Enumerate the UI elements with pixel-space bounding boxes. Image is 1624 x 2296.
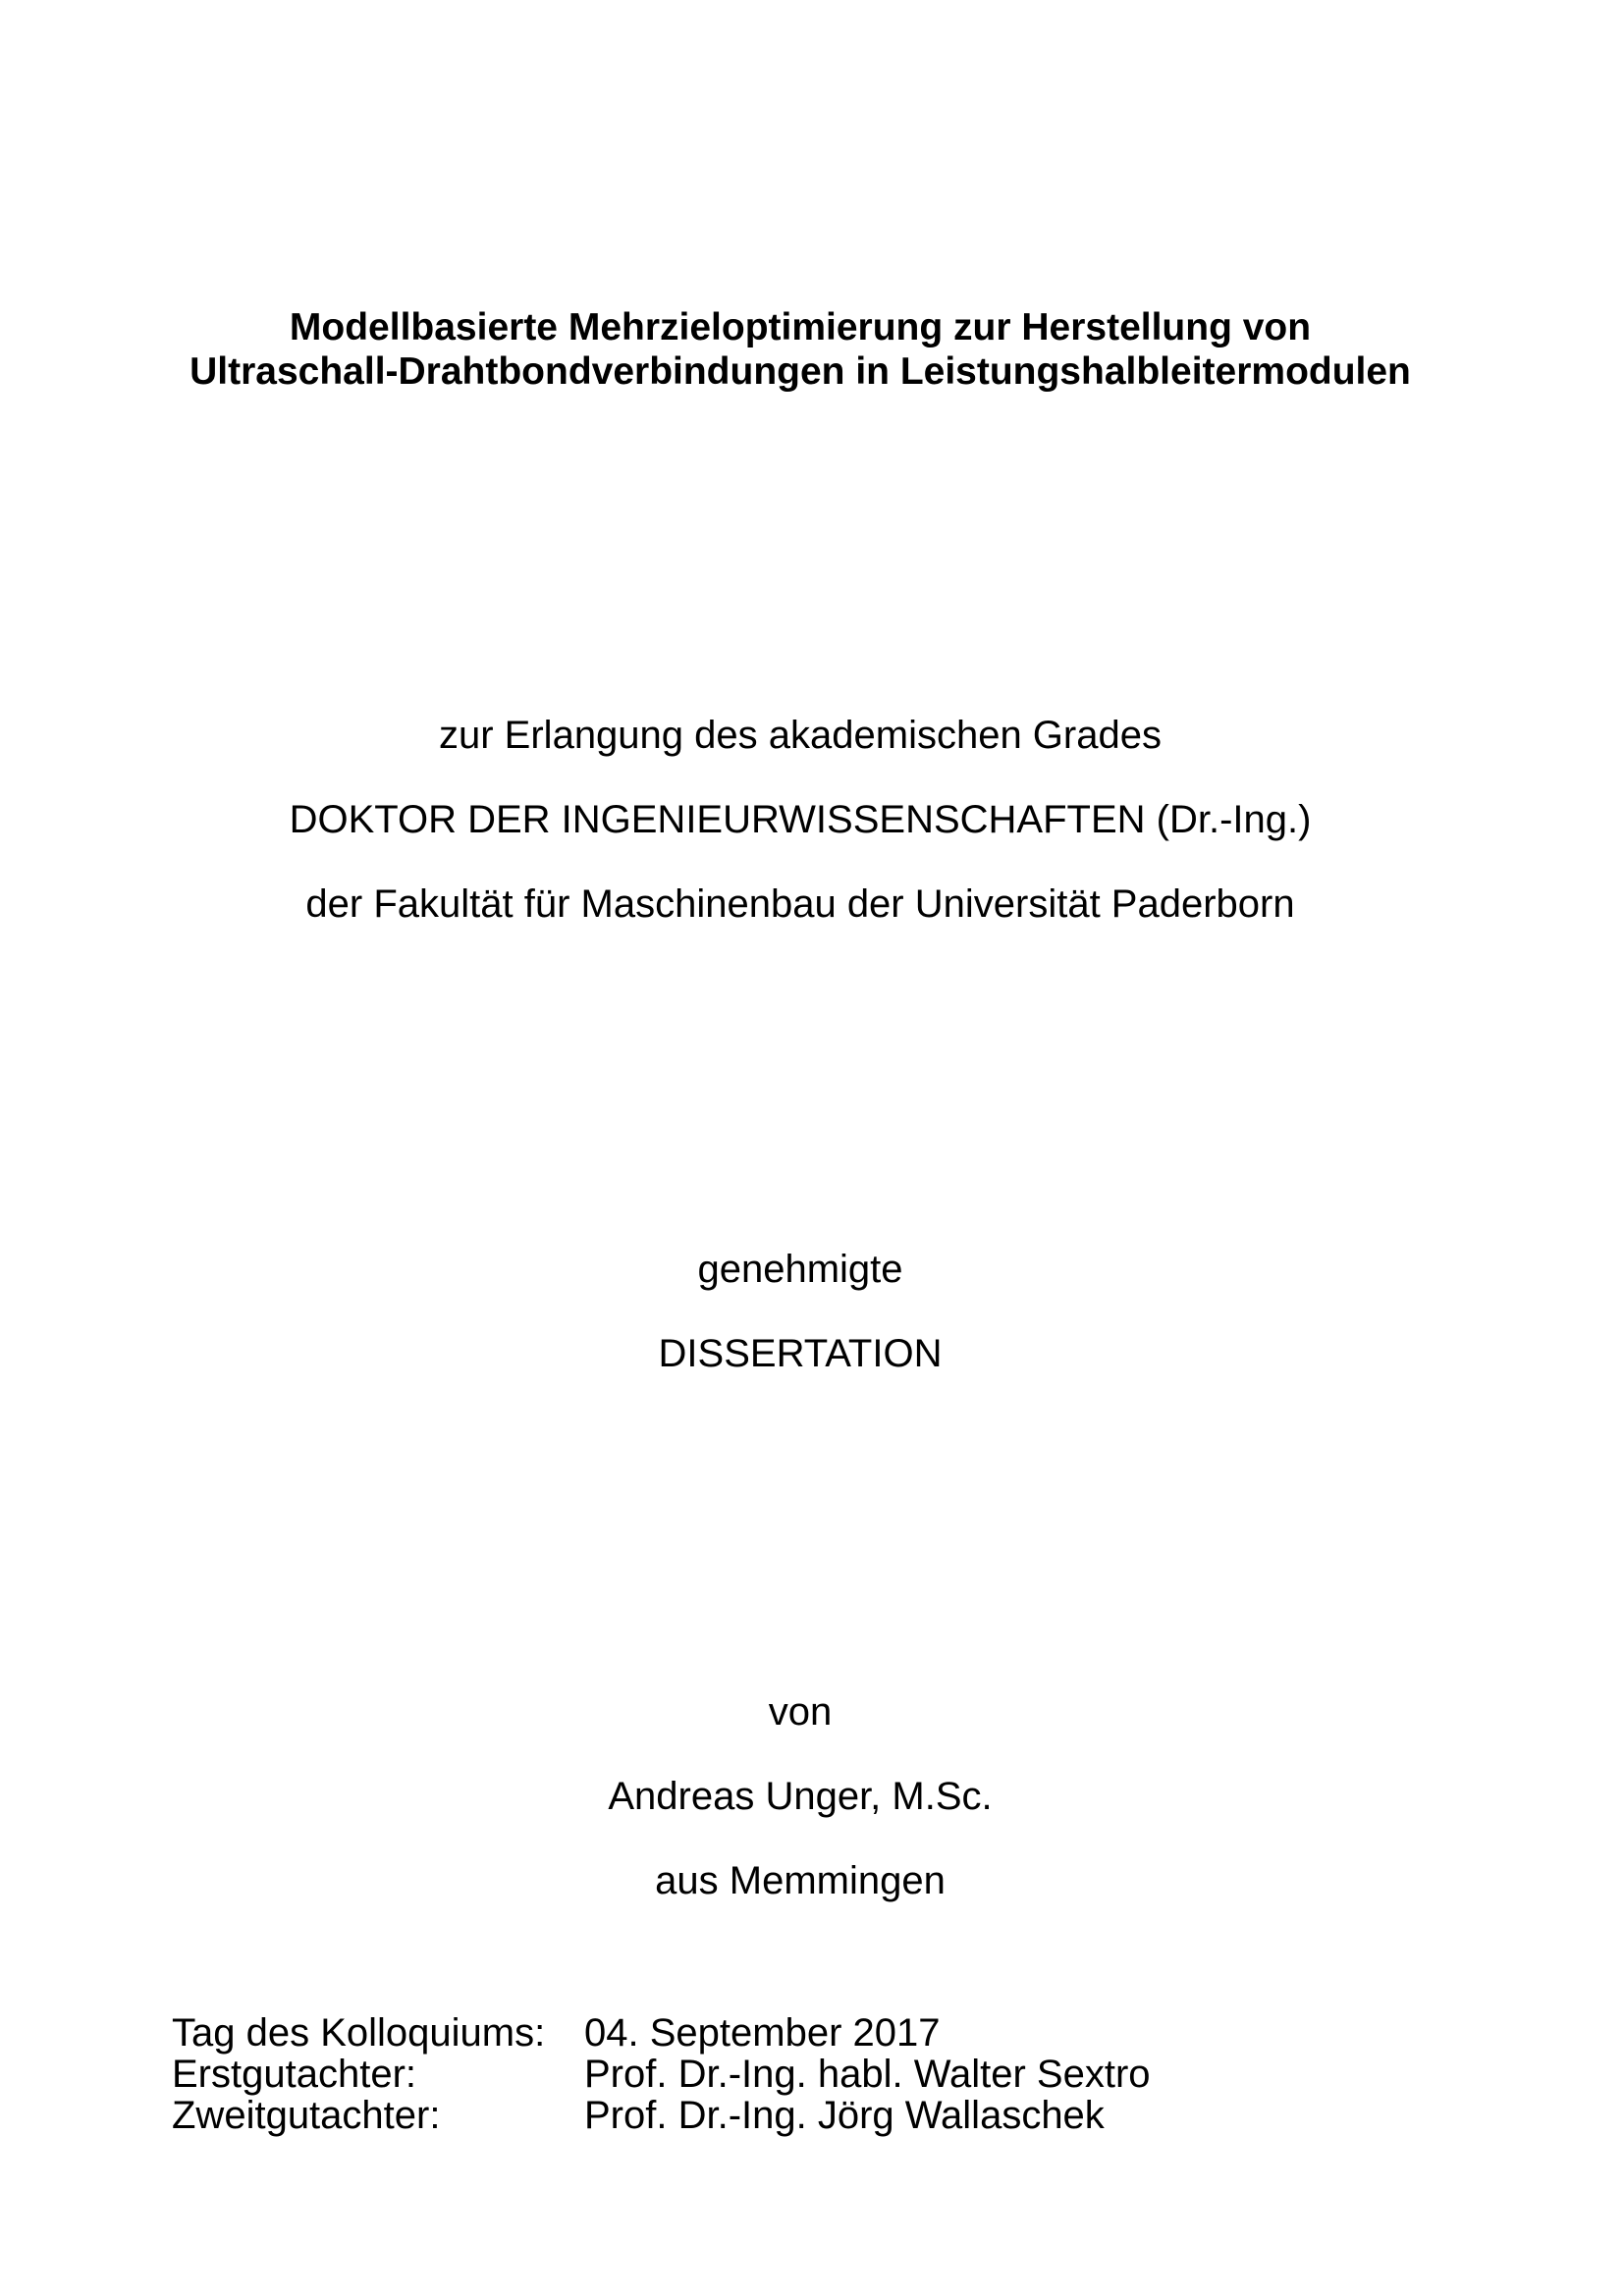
document-type: DISSERTATION: [658, 1332, 943, 1375]
detail-label: Zweitgutachter:: [172, 2094, 441, 2137]
author-origin: aus Memmingen: [655, 1859, 946, 1902]
faculty-university: der Fakultät für Maschinenbau der Universität Paderborn: [305, 882, 1295, 926]
colloquium-details: [172, 2012, 1151, 2136]
detail-row-colloquium-date: [172, 2012, 1151, 2054]
detail-row-first-reviewer: [172, 2054, 1151, 2095]
detail-value: 04. September 2017: [584, 2011, 941, 2055]
thesis-title-line-1: Modellbasierte Mehrzieloptimierung zur Herstellung von: [289, 306, 1312, 348]
approval-text: genehmigte: [697, 1248, 903, 1291]
author-by: von: [768, 1690, 833, 1734]
author-name: Andreas Unger, M.Sc.: [608, 1775, 993, 1818]
detail-label: Erstgutachter:: [172, 2053, 417, 2096]
detail-label: Tag des Kolloquiums:: [172, 2011, 546, 2055]
detail-row-second-reviewer: [172, 2095, 1151, 2136]
degree-purpose: zur Erlangung des akademischen Grades: [439, 714, 1162, 757]
detail-value: Prof. Dr.-Ing. Jörg Wallaschek: [584, 2094, 1105, 2137]
thesis-title-line-2: Ultraschall-Drahtbondverbindungen in Leistungshalbleitermodulen: [189, 350, 1411, 393]
degree-name: DOKTOR DER INGENIEURWISSENSCHAFTEN (Dr.-Ing.): [289, 798, 1312, 841]
detail-value: Prof. Dr.-Ing. habl. Walter Sextro: [584, 2053, 1151, 2096]
